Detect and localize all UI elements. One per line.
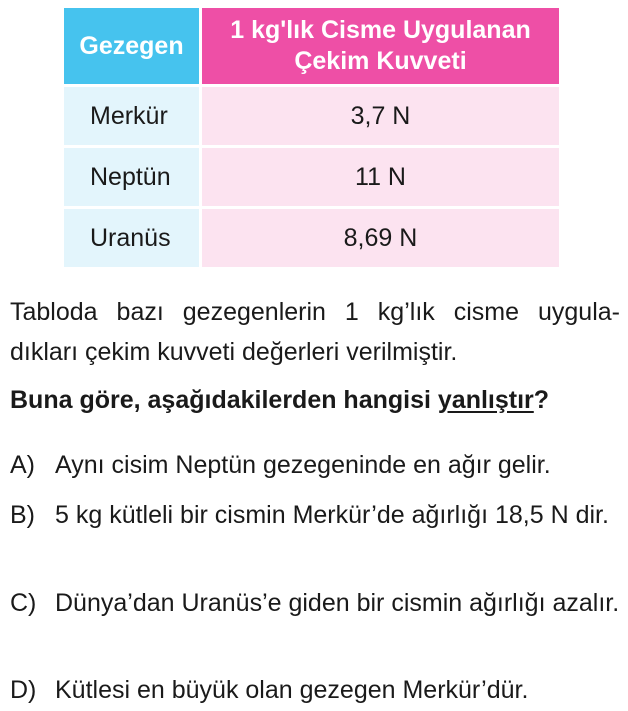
question-suffix: ? (533, 386, 550, 414)
table-row (64, 84, 559, 145)
table-row (64, 145, 559, 206)
option-text: 5 kg kütleli bir cismin Merkür’de ağırlığı 18,5 N dir. (55, 501, 609, 529)
header-planet: Gezegen (64, 8, 202, 84)
option-letter: A) (10, 451, 35, 479)
force-cell: 3,7 N (202, 84, 559, 145)
planet-cell: Merkür (64, 84, 202, 145)
option-text: Aynı cisim Neptün gezegeninde en ağır gelir. (55, 451, 551, 479)
option-b[interactable] (10, 495, 620, 535)
table-header-row (64, 8, 559, 84)
header-force-line1: 1 kg'lık Cisme Uygulanan (230, 16, 531, 44)
option-letter: C) (10, 589, 37, 617)
option-letter: D) (10, 676, 37, 704)
header-force (202, 8, 559, 84)
planet-cell: Neptün (64, 145, 202, 206)
option-a[interactable] (10, 445, 620, 485)
option-d[interactable] (10, 670, 620, 710)
force-cell: 11 N (202, 145, 559, 206)
option-text: Dünya’dan Uranüs’e giden bir cismin ağırlığı azalır. (55, 589, 620, 617)
option-c[interactable] (10, 583, 620, 623)
gravity-table (64, 8, 559, 267)
question-emphasis: yanlıştır (437, 386, 534, 414)
force-cell: 8,69 N (202, 206, 559, 267)
question-prefix: Buna göre, aşağıdakilerden hangisi (10, 386, 438, 414)
planet-cell: Uranüs (64, 206, 202, 267)
header-force-line2: Çekim Kuvveti (294, 47, 467, 75)
option-letter: B) (10, 501, 35, 529)
table-row (64, 206, 559, 267)
intro-text: Tabloda bazı gezegenlerin 1 kg’lık cisme uygula- dıkları çekim kuvveti değerleri verilmiştir. (10, 298, 620, 366)
question-text (10, 380, 620, 420)
option-text: Kütlesi en büyük olan gezegen Merkür’dür. (55, 676, 529, 704)
